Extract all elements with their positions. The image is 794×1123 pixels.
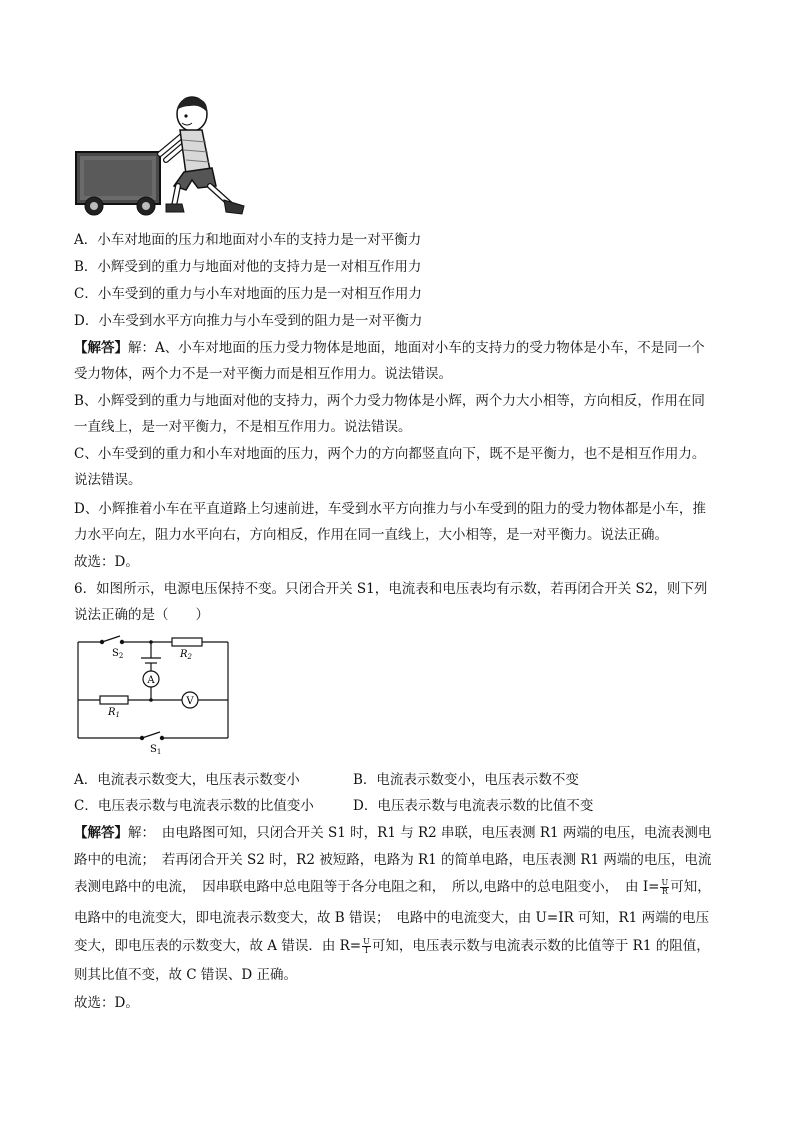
q6-option-b: B．电流表示数变小，电压表示数不变 bbox=[353, 772, 579, 788]
q6-answer-line: 电路中的电流变大，即电流表示数变大，故 B 错误； 电路中的电流变大，由 U=IR 可知，R1 两端的电压 bbox=[74, 910, 710, 926]
fraction-u-over-r: $\frac{U}{R}$ bbox=[661, 878, 669, 896]
q6-answer-line: 【解答】解： 由电路图可知，只闭合开关 S1 时，R1 与 R2 串联，电压表测 R1 两端的电压，电流表测电 bbox=[74, 825, 712, 841]
q5-choice: 故选：D。 bbox=[74, 554, 139, 570]
q6-choice: 故选：D。 bbox=[74, 995, 139, 1011]
q5-answer-line: 【解答】解：A、小车对地面的压力受力物体是地面，地面对小车的支持力的受力物体是小车，不是同一个 bbox=[74, 340, 705, 356]
circuit-diagram bbox=[74, 632, 234, 760]
q5-answer-line: 受力物体，两个力不是一对平衡力而是相互作用力。说法错误。 bbox=[74, 366, 452, 382]
q6-answer-line: 则其比值不变，故 C 错误、D 正确。 bbox=[74, 967, 298, 983]
q5-option-a: A．小车对地面的压力和地面对小车的支持力是一对平衡力 bbox=[74, 232, 422, 248]
answer-tag: 【解答】 bbox=[74, 825, 128, 841]
q6-option-d: D．电压表示数与电流表示数的比值不变 bbox=[353, 798, 594, 814]
q6-option-a: A．电流表示数变大，电压表示数变小 bbox=[74, 772, 300, 788]
q6-answer-line: 路中的电流； 若再闭合开关 S2 时，R2 被短路，电路为 R1 的简单电路，电压表测 R1 两端的电压，电流 bbox=[74, 852, 712, 868]
fraction-u-over-i: $\frac{U}{I}$ bbox=[363, 937, 370, 955]
answer-tag: 【解答】 bbox=[74, 340, 128, 356]
boy-pushing-cart-illustration bbox=[74, 94, 254, 218]
s2-label: $S_2$ bbox=[112, 648, 124, 660]
q5-answer-line: C、小车受到的重力和小车对地面的压力，两个力的方向都竖直向下，既不是平衡力，也不是相互作用力。 bbox=[74, 446, 706, 462]
ammeter-label: A bbox=[147, 675, 155, 686]
q5-answer-line: 说法错误。 bbox=[74, 472, 142, 488]
q5-answer-line: 一直线上，是一对平衡力，不是相互作用力。说法错误。 bbox=[74, 419, 412, 435]
q6-stem-line: 说法正确的是（ ） bbox=[74, 607, 209, 623]
q5-answer-line: B、小辉受到的重力与地面对他的支持力，两个力受力物体是小辉，两个力大小相等，方向相反，作用在同 bbox=[74, 393, 705, 409]
q5-answer-line: 力水平向左，阻力水平向右，方向相反，作用在同一直线上，大小相等，是一对平衡力。说法正确。 bbox=[74, 527, 668, 543]
q6-answer-line: 变大，即电压表的示数变大，故 A 错误．由 R= $\frac{U}{I}$ 可知，电压表示数与电流表示数的比值等于 R1 的阻值， bbox=[74, 937, 710, 955]
q5-answer-line: D、小辉推着小车在平直道路上匀速前进，车受到水平方向推力与小车受到的阻力的受力物体都是小车，推 bbox=[74, 501, 706, 517]
r2-label: $R_2$ bbox=[180, 649, 192, 661]
q6-stem-line: 6．如图所示，电源电压保持不变。只闭合开关 S1，电流表和电压表均有示数，若再闭合开关 S2，则下列 bbox=[74, 581, 708, 597]
s1-label: $S_1$ bbox=[150, 744, 162, 756]
q5-option-c: C．小车受到的重力与小车对地面的压力是一对相互作用力 bbox=[74, 286, 422, 302]
q6-option-c: C．电压表示数与电流表示数的比值变小 bbox=[74, 798, 314, 814]
voltmeter-label: V bbox=[186, 696, 194, 707]
q6-answer-line: 表测电路中的电流， 因串联电路中总电阻等于各分电阻之和， 所以,电路中的总电阻变小， 由 I= $\frac{U}{R}$ 可知， bbox=[74, 878, 711, 896]
q5-option-d: D．小车受到水平方向推力与小车受到的阻力是一对平衡力 bbox=[74, 313, 423, 329]
q5-option-b: B．小辉受到的重力与地面对他的支持力是一对相互作用力 bbox=[74, 259, 422, 275]
r1-label: $R_1$ bbox=[108, 707, 120, 719]
